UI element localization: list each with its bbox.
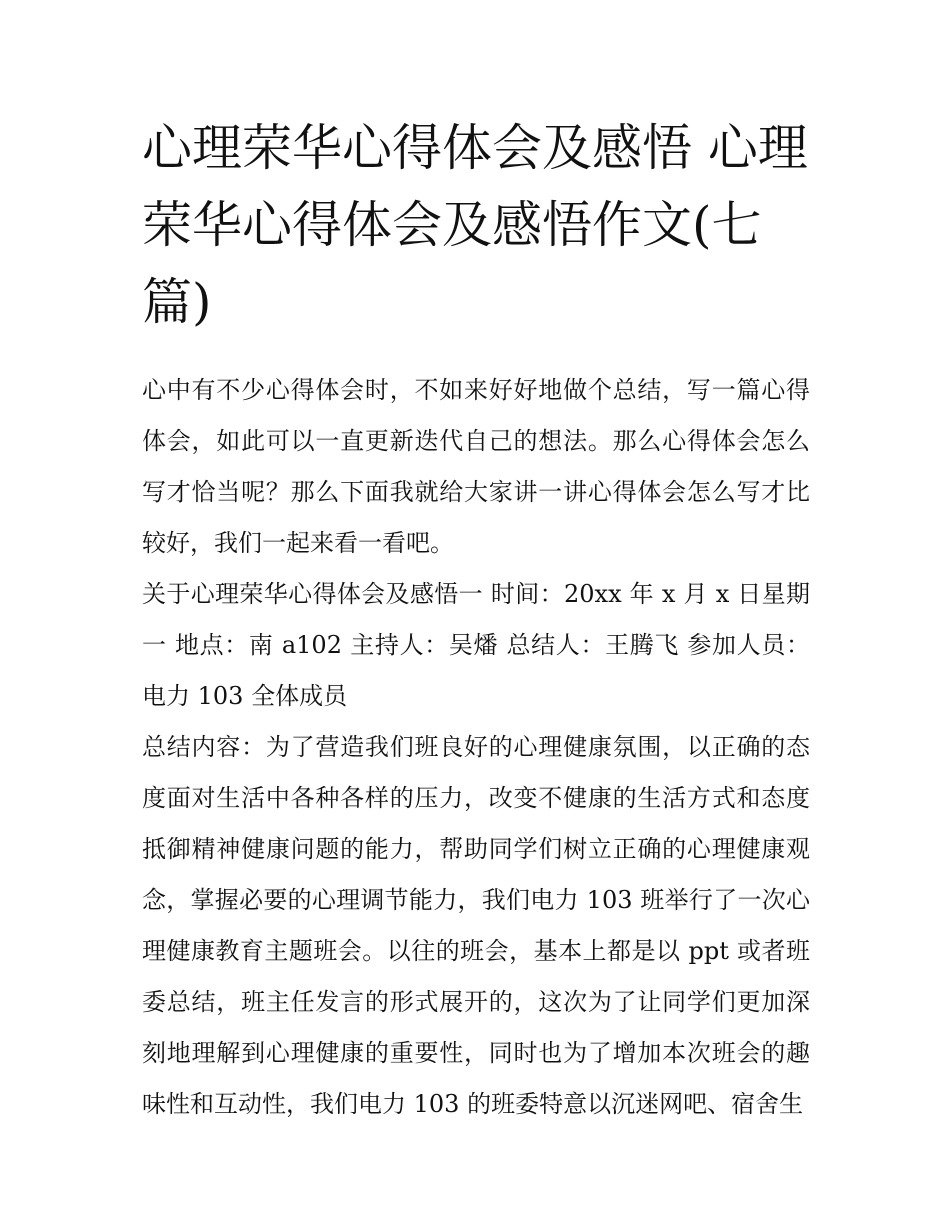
document-page	[142, 110, 810, 1130]
intro-paragraph: 心中有不少心得体会时，不如来好好地做个总结，写一篇心得体会，如此可以一直更新迭代自己的想法。那么心得体会怎么写才恰当呢？那么下面我就给大家讲一讲心得体会怎么写才比较好，我们一起来看一看吧。	[142, 376, 810, 557]
summary-paragraph: 总结内容：为了营造我们班良好的心理健康氛围，以正确的态度面对生活中各种各样的压力，改变不健康的生活方式和态度抵御精神健康问题的能力，帮助同学们树立正确的心理健康观念，掌握必要的心理调节能力，我们电力 103 班举行了一次心理健康教育主题班会。以往的班会，基本上都是以 ppt 或者班委总结，班主任发言的形式展开的，这次为了让同学们更加深刻地理解到心理健康的重要性，同时也为了增加本次班会的趣味性和互动性，我们电力 103 的班委特意以沉迷网吧、宿舍生	[142, 733, 810, 1118]
document-title: 心理荣华心得体会及感悟 心理荣华心得体会及感悟作文(七篇)	[142, 119, 808, 331]
meeting-info-paragraph: 关于心理荣华心得体会及感悟一 时间：20xx 年 x 月 x 日星期一 地点：南 a102 主持人：吴燔 总结人：王腾飞 参加人员：电力 103 全体成员	[142, 580, 810, 710]
